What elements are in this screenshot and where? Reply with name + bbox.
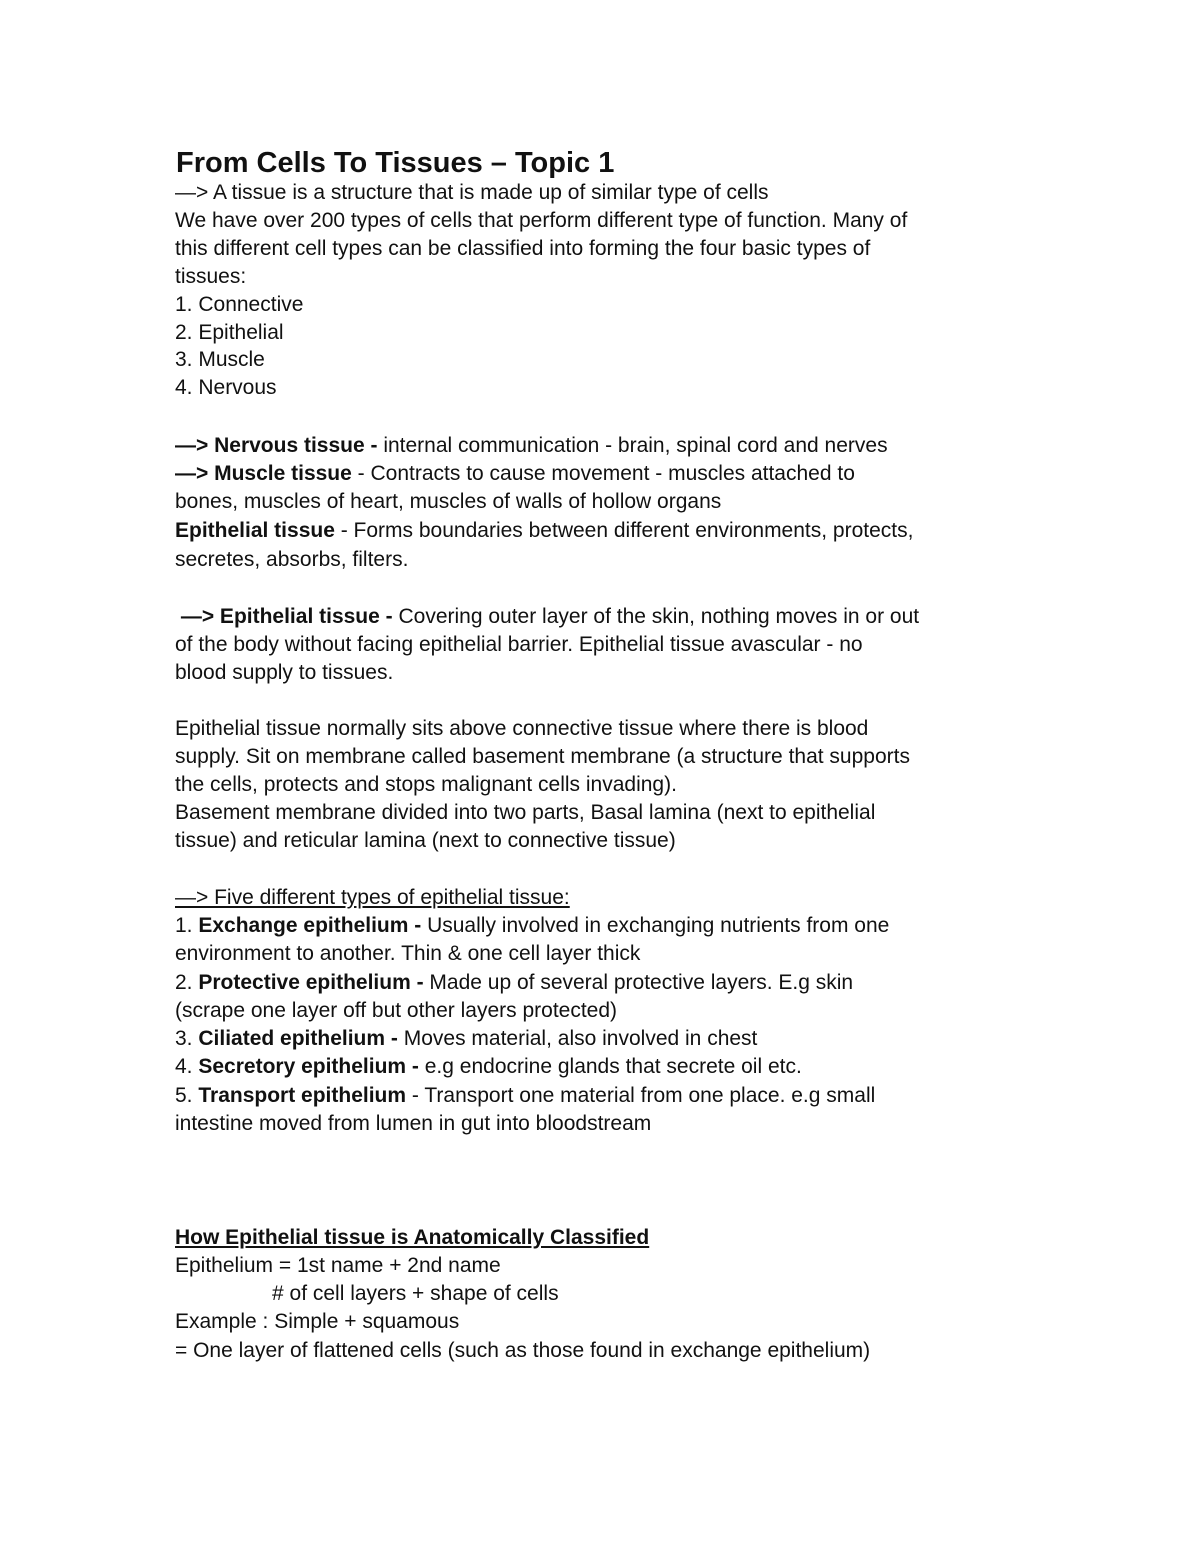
- epithelium-type-4-desc: e.g endocrine glands that secrete oil etc.: [418, 1055, 802, 1078]
- epithelium-type-5: [175, 1083, 875, 1109]
- list-item-nervous: 4. Nervous: [175, 376, 277, 399]
- epithelial-tissue-desc: - Forms boundaries between different environments, protects,: [334, 519, 914, 542]
- epithelium-type-5-desc: - Transport one material from one place. e.g small: [406, 1084, 876, 1107]
- list-item-epithelial: 2. Epithelial: [175, 321, 284, 344]
- basement-line-2: supply. Sit on membrane called basement membrane (a structure that supports: [175, 745, 910, 768]
- epithelium-type-2-line-2: (scrape one layer off but other layers protected): [175, 999, 618, 1022]
- epithelium-type-2: [175, 970, 853, 996]
- page-title: From Cells To Tissues – Topic 1: [176, 147, 615, 179]
- classification-heading: How Epithelial tissue is Anatomically Classified: [175, 1226, 650, 1249]
- muscle-tissue-line-2: bones, muscles of heart, muscles of walls of hollow organs: [175, 490, 722, 513]
- epithelium-type-1-line-2: environment to another. Thin & one cell layer thick: [175, 942, 641, 965]
- classification-example: Example : Simple + squamous: [175, 1310, 460, 1333]
- basement-line-5: tissue) and reticular lamina (next to connective tissue): [175, 829, 676, 852]
- basement-line-1: Epithelial tissue normally sits above connective tissue where there is blood: [175, 717, 869, 740]
- intro-line-4: tissues:: [175, 265, 247, 288]
- epithelium-type-5-line-2: intestine moved from lumen in gut into bloodstream: [175, 1112, 652, 1135]
- epithelium-type-4-number: 4.: [175, 1055, 199, 1078]
- epithelium-type-1-number: 1.: [175, 914, 199, 937]
- epithelium-type-1-desc: Usually involved in exchanging nutrients from one: [421, 914, 890, 937]
- epithelium-type-3-desc: Moves material, also involved in chest: [397, 1027, 758, 1050]
- list-item-connective: 1. Connective: [175, 293, 304, 316]
- epithelium-type-2-name: Protective epithelium -: [198, 971, 424, 994]
- epithelium-type-4-name: Secretory epithelium -: [198, 1055, 419, 1078]
- epithelium-type-5-name: Transport epithelium: [198, 1084, 407, 1107]
- classification-formula-key: # of cell layers + shape of cells: [272, 1282, 559, 1305]
- basement-line-3: the cells, protects and stops malignant cells invading).: [175, 773, 677, 796]
- epithelium-type-3-name: Ciliated epithelium -: [198, 1027, 398, 1050]
- epithelium-type-4: [175, 1054, 802, 1080]
- nervous-tissue-line: [175, 433, 888, 459]
- epithelium-type-3-number: 3.: [175, 1027, 199, 1050]
- epithelium-type-2-number: 2.: [175, 971, 199, 994]
- nervous-tissue-term: —> Nervous tissue -: [175, 434, 378, 457]
- epithelium-type-1-name: Exchange epithelium -: [198, 914, 422, 937]
- intro-line-1: —> A tissue is a structure that is made up of similar type of cells: [175, 181, 769, 204]
- epithelial-detail-line-2: of the body without facing epithelial barrier. Epithelial tissue avascular - no: [175, 633, 863, 656]
- five-types-heading: —> Five different types of epithelial tissue:: [175, 886, 570, 909]
- intro-line-2: We have over 200 types of cells that perform different type of function. Many of: [175, 209, 908, 232]
- epithelial-tissue-line: [175, 518, 913, 544]
- epithelium-type-2-desc: Made up of several protective layers. E.g skin: [423, 971, 854, 994]
- epithelial-detail-desc: Covering outer layer of the skin, nothing moves in or out: [392, 605, 920, 628]
- epithelial-detail-term: —> Epithelial tissue -: [175, 605, 393, 628]
- epithelial-detail-line: [175, 604, 919, 630]
- muscle-tissue-line: [175, 461, 855, 487]
- epithelial-tissue-term: Epithelial tissue: [175, 519, 335, 542]
- muscle-tissue-term: —> Muscle tissue: [175, 462, 352, 485]
- epithelial-detail-line-3: blood supply to tissues.: [175, 661, 394, 684]
- epithelium-type-3: [175, 1026, 757, 1052]
- epithelium-type-1: [175, 913, 889, 939]
- basement-line-4: Basement membrane divided into two parts, Basal lamina (next to epithelial: [175, 801, 876, 824]
- classification-formula: Epithelium = 1st name + 2nd name: [175, 1254, 501, 1277]
- epithelium-type-5-number: 5.: [175, 1084, 199, 1107]
- epithelial-tissue-line-2: secretes, absorbs, filters.: [175, 548, 409, 571]
- classification-example-result: = One layer of flattened cells (such as those found in exchange epithelium): [175, 1339, 871, 1362]
- intro-line-3: this different cell types can be classified into forming the four basic types of: [175, 237, 871, 260]
- nervous-tissue-desc: internal communication - brain, spinal cord and nerves: [377, 434, 888, 457]
- muscle-tissue-desc: - Contracts to cause movement - muscles attached to: [351, 462, 855, 485]
- list-item-muscle: 3. Muscle: [175, 348, 265, 371]
